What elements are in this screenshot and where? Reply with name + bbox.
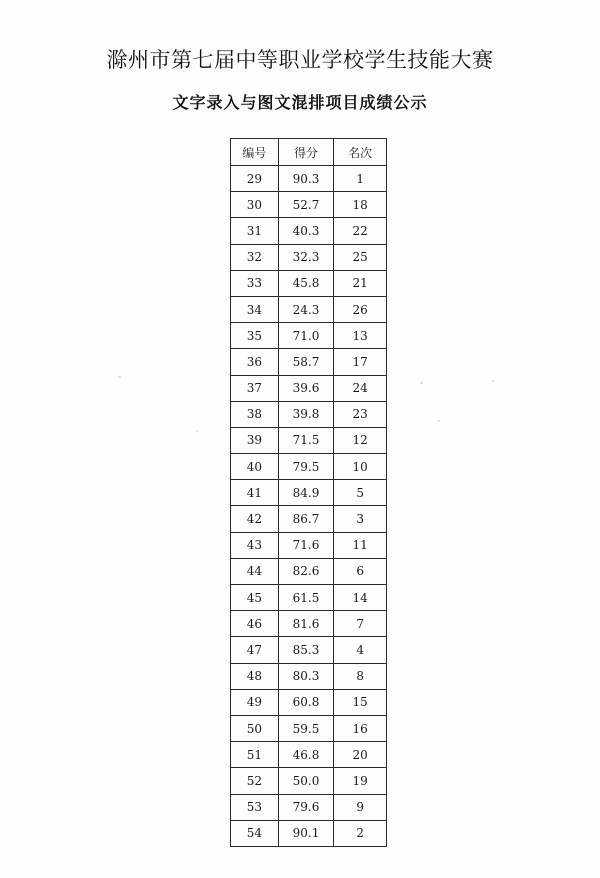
cell-score: 82.6 — [278, 558, 334, 584]
cell-number: 47 — [231, 637, 279, 663]
cell-rank: 18 — [334, 192, 387, 218]
cell-number: 34 — [231, 296, 279, 322]
table-row — [231, 454, 387, 480]
document-title: 滁州市第七届中等职业学校学生技能大赛 — [106, 48, 494, 72]
table-header-row — [231, 139, 387, 166]
cell-score: 46.8 — [278, 742, 334, 768]
cell-rank: 24 — [334, 375, 387, 401]
cell-number: 53 — [231, 794, 279, 820]
cell-rank: 7 — [334, 611, 387, 637]
cell-number: 40 — [231, 454, 279, 480]
header-score: 得分 — [278, 139, 334, 166]
table-row — [231, 506, 387, 532]
scan-speck — [118, 376, 121, 378]
cell-number: 41 — [231, 480, 279, 506]
cell-rank: 23 — [334, 401, 387, 427]
table-row — [231, 663, 387, 689]
cell-score: 90.1 — [278, 820, 334, 846]
cell-number: 32 — [231, 244, 279, 270]
cell-score: 79.6 — [278, 794, 334, 820]
table-row — [231, 427, 387, 453]
cell-score: 61.5 — [278, 585, 334, 611]
cell-number: 39 — [231, 427, 279, 453]
cell-number: 42 — [231, 506, 279, 532]
table-row — [231, 296, 387, 322]
table-row — [231, 323, 387, 349]
cell-number: 48 — [231, 663, 279, 689]
cell-rank: 6 — [334, 558, 387, 584]
cell-rank: 17 — [334, 349, 387, 375]
cell-score: 71.6 — [278, 532, 334, 558]
table-row — [231, 349, 387, 375]
table-row — [231, 794, 387, 820]
cell-rank: 16 — [334, 715, 387, 741]
cell-score: 71.5 — [278, 427, 334, 453]
cell-number: 29 — [231, 166, 279, 192]
cell-number: 51 — [231, 742, 279, 768]
scan-speck — [420, 382, 423, 384]
table-row — [231, 244, 387, 270]
table-row — [231, 192, 387, 218]
cell-score: 71.0 — [278, 323, 334, 349]
cell-rank: 21 — [334, 270, 387, 296]
table-row — [231, 218, 387, 244]
header-rank: 名次 — [334, 139, 387, 166]
cell-rank: 14 — [334, 585, 387, 611]
table-row — [231, 768, 387, 794]
cell-number: 38 — [231, 401, 279, 427]
cell-score: 84.9 — [278, 480, 334, 506]
table-row — [231, 401, 387, 427]
score-table — [230, 138, 387, 847]
cell-number: 44 — [231, 558, 279, 584]
table-row — [231, 558, 387, 584]
cell-score: 80.3 — [278, 663, 334, 689]
cell-rank: 15 — [334, 689, 387, 715]
table-row — [231, 637, 387, 663]
cell-rank: 19 — [334, 768, 387, 794]
table-row — [231, 480, 387, 506]
table-row — [231, 689, 387, 715]
cell-number: 52 — [231, 768, 279, 794]
cell-score: 50.0 — [278, 768, 334, 794]
cell-score: 85.3 — [278, 637, 334, 663]
cell-score: 39.8 — [278, 401, 334, 427]
table-row — [231, 375, 387, 401]
cell-number: 33 — [231, 270, 279, 296]
cell-rank: 12 — [334, 427, 387, 453]
cell-score: 86.7 — [278, 506, 334, 532]
cell-rank: 9 — [334, 794, 387, 820]
cell-score: 81.6 — [278, 611, 334, 637]
scan-speck — [196, 430, 198, 432]
cell-score: 58.7 — [278, 349, 334, 375]
cell-rank: 8 — [334, 663, 387, 689]
table-row — [231, 611, 387, 637]
cell-rank: 5 — [334, 480, 387, 506]
table-row — [231, 585, 387, 611]
cell-rank: 1 — [334, 166, 387, 192]
cell-score: 32.3 — [278, 244, 334, 270]
cell-score: 59.5 — [278, 715, 334, 741]
cell-rank: 3 — [334, 506, 387, 532]
cell-score: 79.5 — [278, 454, 334, 480]
cell-rank: 20 — [334, 742, 387, 768]
cell-rank: 25 — [334, 244, 387, 270]
document-subtitle: 文字录入与图文混排项目成绩公示 — [172, 93, 428, 112]
cell-rank: 11 — [334, 532, 387, 558]
scan-speck — [438, 420, 440, 422]
cell-number: 36 — [231, 349, 279, 375]
scan-speck — [492, 380, 494, 382]
cell-rank: 13 — [334, 323, 387, 349]
cell-score: 45.8 — [278, 270, 334, 296]
table-row — [231, 270, 387, 296]
cell-score: 39.6 — [278, 375, 334, 401]
cell-score: 52.7 — [278, 192, 334, 218]
cell-score: 60.8 — [278, 689, 334, 715]
cell-number: 50 — [231, 715, 279, 741]
cell-rank: 2 — [334, 820, 387, 846]
cell-number: 37 — [231, 375, 279, 401]
table-row — [231, 742, 387, 768]
table-row — [231, 532, 387, 558]
cell-number: 30 — [231, 192, 279, 218]
cell-number: 35 — [231, 323, 279, 349]
table-body — [231, 166, 387, 847]
cell-number: 46 — [231, 611, 279, 637]
cell-rank: 4 — [334, 637, 387, 663]
table-row — [231, 715, 387, 741]
table-row — [231, 820, 387, 846]
cell-number: 54 — [231, 820, 279, 846]
table-row — [231, 166, 387, 192]
cell-number: 49 — [231, 689, 279, 715]
cell-score: 24.3 — [278, 296, 334, 322]
cell-score: 40.3 — [278, 218, 334, 244]
cell-rank: 10 — [334, 454, 387, 480]
cell-number: 43 — [231, 532, 279, 558]
cell-number: 45 — [231, 585, 279, 611]
cell-number: 31 — [231, 218, 279, 244]
cell-score: 90.3 — [278, 166, 334, 192]
cell-rank: 26 — [334, 296, 387, 322]
cell-rank: 22 — [334, 218, 387, 244]
header-number: 编号 — [231, 139, 279, 166]
